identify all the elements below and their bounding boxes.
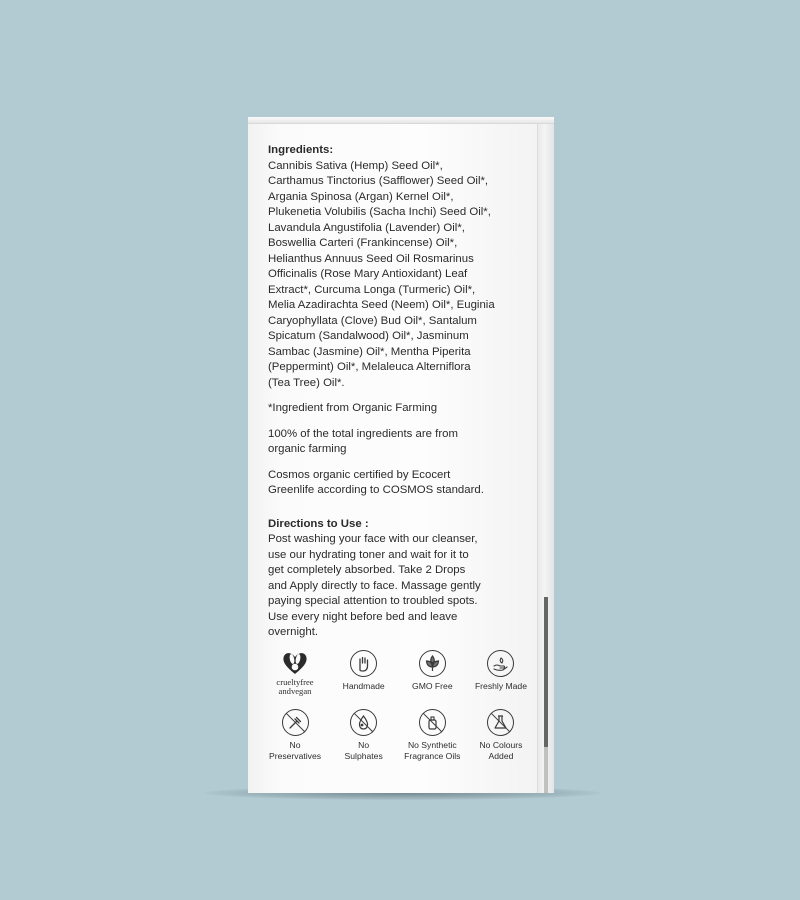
box-text (268, 143, 538, 641)
cruelty-free-vegan-icon (281, 650, 309, 676)
handmade-icon (350, 650, 377, 677)
organic-note: *Ingredient from Organic Farming (268, 402, 438, 414)
certification-text: Cosmos organic certified by Ecocert Greenlife according to COSMOS standard. (268, 468, 484, 496)
freshly-made-icon (487, 650, 514, 677)
ingredients-list: Cannibis Sativa (Hemp) Seed Oil*, Carthamus Tinctorius (Safflower) Seed Oil*, Argania Spinosa (Argan) Kernel Oil*, Plukenetia Volubilis (Sacha Inchi) Seed Oil*, Lavandula Angustifolia (Lavender) Oil*, Boswellia Carteri (Frankincense) Oil*, Helianthus Annuus Seed Oil Rosmarinus Officinalis (Rose Mary Antioxidant) Leaf Extract*, Curcuma Longa (Turmeric) Oil*, Melia Azadirachta Seed (Neem) Oil*, Euginia Caryophyllata (Clove) Bud Oil*, Santalum Spicatum (Sandalwood) Oil*, Jasminum Sambac (Jasmine) Oil*, Mentha Piperita (Peppermint) Oil*, Melaleuca Alterniflora (Tea Tree) Oil*. (268, 159, 495, 389)
badge-freshly-made (468, 650, 534, 695)
side-panel-print (544, 597, 548, 747)
badge-no-preservatives (262, 709, 328, 761)
ingredients-heading: Ingredients: (268, 144, 334, 156)
badge-label: No Sulphates (344, 740, 383, 761)
badge-no-synthetic-fragrance (399, 709, 465, 761)
badge-row-2 (262, 709, 534, 761)
badge-no-colours (468, 709, 534, 761)
badge-label: No Colours Added (479, 740, 523, 761)
badge-grid (262, 650, 534, 761)
side-panel-print-lower (544, 747, 548, 793)
no-colours-icon (487, 709, 514, 736)
badge-label: No Synthetic Fragrance Oils (404, 740, 461, 761)
directions-text: Post washing your face with our cleanser, use our hydrating toner and wait for it to get completely absorbed. Take 2 Drops and Apply directly to face. Massage gently paying special attention to troubled spots. Use every night before bed and leave overnight. (268, 533, 481, 638)
box-top-flap (248, 117, 554, 124)
badge-row-1 (262, 650, 534, 695)
badge-label: Freshly Made (474, 681, 527, 691)
badge-label: GMO Free (412, 681, 453, 691)
badge-no-sulphates (331, 709, 397, 761)
badge-cruelty-free (262, 650, 328, 695)
no-synthetic-fragrance-icon (419, 709, 446, 736)
no-preservatives-icon (282, 709, 309, 736)
badge-handmade (331, 650, 397, 695)
badge-label: Handmade (342, 681, 385, 691)
organic-percent: 100% of the total ingredients are from organic farming (268, 427, 458, 455)
badge-label: No Preservatives (268, 740, 322, 761)
no-sulphates-icon (350, 709, 377, 736)
badge-label: crueltyfree andvegan (276, 677, 314, 696)
directions-heading: Directions to Use : (268, 517, 369, 530)
badge-gmo-free (399, 650, 465, 695)
gmo-free-icon (419, 650, 446, 677)
